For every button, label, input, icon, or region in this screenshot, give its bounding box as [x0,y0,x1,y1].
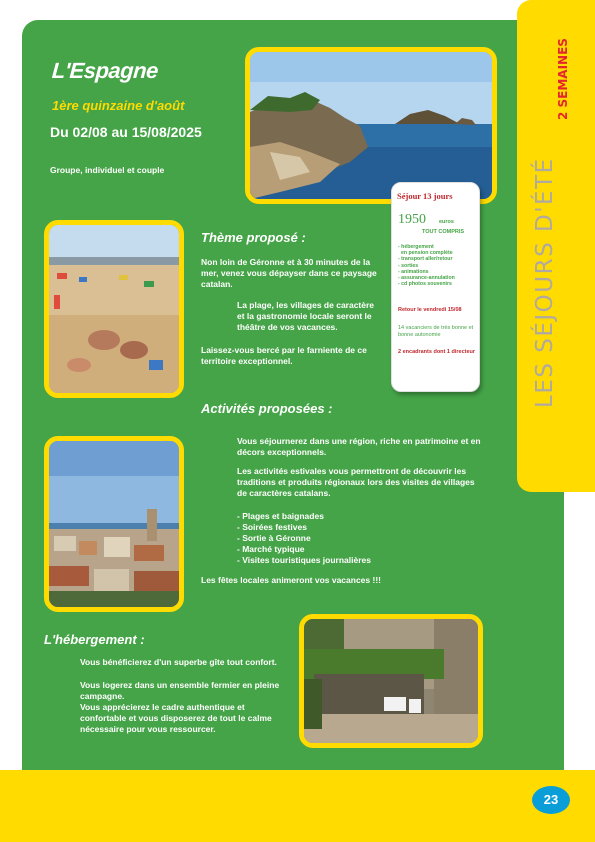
activity-item: - Sortie à Géronne [237,532,311,543]
activity-item: - Visites touristiques journalières [237,554,371,565]
included-item: - animations [398,268,429,275]
lodging-heading: L'hébergement : [44,632,145,647]
activity-item: - Soirées festives [237,521,307,532]
all-inclusive-label: TOUT COMPRIS [422,229,465,235]
price-card [391,182,480,392]
theme-paragraph: Laissez-vous bercé par le farniente de ce territoire exceptionnel. [201,345,367,366]
activity-item: - Marché typique [237,543,305,554]
stay-dates: Du 02/08 au 15/08/2025 [50,124,202,140]
included-item: en pension complète [401,250,453,257]
fortnight-label: 1ère quinzaine d'août [52,98,185,113]
lodging-paragraph: Vous logerez dans un ensemble fermier en pleine campagne. [80,680,280,701]
included-item: - transport aller/retour [398,256,453,263]
included-item: - cd photos souvenirs [398,281,452,288]
activities-paragraph: Les activités estivales vous permettront de découvrir les traditions et produits régionaux lors des visites de villages de caractères catalans. [237,466,475,498]
price-amount: 1950 [398,212,426,227]
activities-list [237,511,371,565]
activities-heading: Activités proposées : [201,401,333,416]
page-number: 23 [532,786,570,814]
included-item: - sorties [398,262,419,269]
price-currency: euros [439,219,454,225]
included-item: - hébergement [398,244,434,250]
destination-title: L'Espagne [51,58,159,83]
house-photo [299,614,483,748]
beach-photo [44,220,184,398]
section-subtitle: 2 SEMAINES [556,38,570,120]
town-photo [44,436,184,612]
stay-duration: Séjour 13 jours [397,191,453,201]
included-item: - assurance-annulation [398,275,455,282]
activity-item: - Plages et baignades [237,511,324,521]
audience-label: Groupe, individuel et couple [50,165,165,175]
activities-paragraph: Les fêtes locales animeront vos vacances !!! [201,575,381,585]
theme-paragraph: Non loin de Géronne et à 30 minutes de la mer, venez vous dépayser dans ce paysage catalan. [201,257,377,289]
return-date: Retour le vendredi 15/08 [398,307,462,313]
staff-info: 2 encadrants dont 1 directeur [398,349,476,355]
section-title: LES SÉJOURS D'ÉTÉ [532,157,558,408]
included-list [398,244,455,288]
activities-paragraph: Vous séjournerez dans une région, riche en patrimoine et en décors exceptionnels. [237,436,481,457]
lodging-paragraph: Vous apprécierez le cadre authentique et confortable et vous disposerez de tout le calme nécessaire pour vous ressourcer. [80,702,272,734]
lodging-paragraph: Vous bénéficierez d'un superbe gîte tout confort. [80,657,277,667]
bottom-band [0,770,595,842]
theme-heading: Thème proposé : [201,230,306,245]
theme-paragraph: La plage, les villages de caractère et la gastronomie locale seront le théâtre de vos vacances. [237,300,375,332]
coast-photo [245,47,497,204]
guests-info: 14 vacanciers de très bonne et bonne autonomie [398,325,474,339]
